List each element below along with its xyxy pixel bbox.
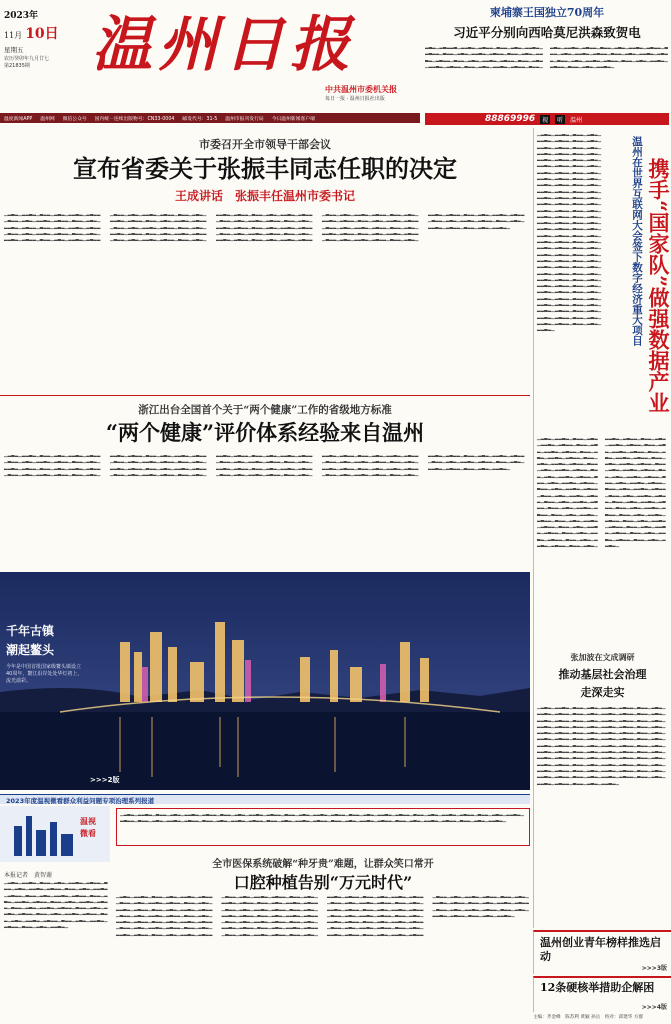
series-label: 2023年度温视微看群众利益问题专项治理系列报道 [6,797,155,804]
nav-item-web[interactable]: 温州网 [40,116,55,122]
lead-subhead: 王成讲话 张振丰任温州市委书记 [174,189,355,203]
hotline-strip [425,113,669,125]
issue-number: 第21835期 [4,63,30,69]
promo-startup-title: 温州创业青年榜样推选启动 [540,936,661,963]
right-column-story [533,128,671,648]
dental-body: ▁▂▃▂▁▂▂▃▂▁▃▂▂▁▂▃▂▁▂▂▃▂▁▂▃▂▂▁▃▂▂▁▂▃▂▁▂▂▃▂▁▂▃▂▂▁▃▂▂▁▂▃▂▁▂▂▃▂▁▂▃▂▂▁▃▂▂▁▂▃▂▁▂▂▃▂▁▂▃▂▂▁▃▂▂▁▂▃▂▁▂▂▃▂▁▂▃▂▂▁▃▂▂▁▂▃▂▁▂▂▃▂▁▂▃▂▂▁▃▂▂▁▂▃▂▁▂▂▃▂▁▂▃▂▂▁▃▂▂▁▂▃▂▁▂▂▃▂▁▂▃▂▂▁▃▂▂▁▂▃▂▁▂▂▃▂▁▂▃▂▂▁▃▂▂▁▂▃▂▁▂▂▃▂▁▂▃▂▂▁▃▂▂▁▂▃▂▁▂▂▃▂▁▂▃▂▂▁▃▂▂▁▂▃▂▁▂▂▃▂▁▂▃▂▂▁▃▂▂▁▂▃▂▁▂▂▃▂▁▂▃▂▂▁▃▂▂▁▂▃▂▁▂▂▃▂▁▂▃▂▂▁▃▂▂▁▂▃▂▁▂▂▃▂▁▂▃▂▂▁▃▂▂▁▂▃▂▁▂▂▃▂▁▂▃▂▂▁▃▂▂▁▂▃▂▁▂▂▃▂▁▂▃▂▂▁▃▂▂▁▂▃▂▁▂▂▃▂▁▂▃▂▂▁▃▂▂▁▂▃▂▁▂▂▃▂▁▂▃▂▂▁▃▂▂▁▂▃▂▁▂▂▃▂▁▂▃▂▂▁▃▂▂▁▂▃▂▁▂▂▃▂▁▂▃▂▂▁▃▂▂▁▂▃▂▁▂▂▃▂▁▂▃▂▂▁▃▂▂▁▂▃▂▁▂▂▃▂▁▂▃▂▂▁▃▂▂▁▂▃▂▁▂▂▃▂▁▂▃▂▂▁▃▂▂▁▂▃▂▁▂▂▃▂▁▂▃▂▂▁▃▂▂▁▂▃▂▁▂▂▃▂▁▂▃▂▂▁▃▂▂▁▂▃▂▁▂▂▃▂▁▂▃▂▂▁▃▂▂▁▂▃▂▁▂▂▃▂▁▂▃▂▂▁▃▂▂▁▂▃▂▁▂▂▃▂▁▂▃▂▂▁▃▂▂▁▂▃▂▁▂▂▃▂▁▂▃▂▂▁▃▂▂▁▂▃▂▁▂▂▃▂▁▂▃▂▂▁▃▂▂▁▂▃▂▁▂▂▃▂▁▂▃▂▂▁▃▂▂▁▂▃▂▁▂▂▃▂▁▂▃▂▂▁▃▂▂▁▂▃▂▁▂▂▃▂▁▂▃▂▂▁▃▂▂▁▂▃▂▁▂▂▃▂▁▂▃▂▂▁▃▂▂▁▂▃▂▁▂▂▃▂▁▂▃▂▂▁▃▂▂▁▂▃▂▁▂▂▃▂▁ [116,894,530,937]
nav-item-dist: 温州市报刊发行局 [225,116,264,122]
lead-body: ▁▂▃▂▁▂▂▃▂▁▃▂▂▁▂▃▂▁▂▂▃▂▁▂▃▂▂▁▃▂▂▁▂▃▂▁▂▂▃▂▁▂▃▂▂▁▃▂▂▁▂▃▂▁▂▂▃▂▁▂▃▂▂▁▃▂▂▁▂▃▂▁▂▂▃▂▁▂▃▂▂▁▃▂▂▁▂▃▂▁▂▂▃▂▁▂▃▂▂▁▃▂▂▁▂▃▂▁▂▂▃▂▁▂▃▂▂▁▃▂▂▁▂▃▂▁▂▂▃▂▁▂▃▂▂▁▃▂▂▁▂▃▂▁▂▂▃▂▁▂▃▂▂▁▃▂▂▁▂▃▂▁▂▂▃▂▁▂▃▂▂▁▃▂▂▁▂▃▂▁▂▂▃▂▁▂▃▂▂▁▃▂▂▁▂▃▂▁▂▂▃▂▁▂▃▂▂▁▃▂▂▁▂▃▂▁▂▂▃▂▁▂▃▂▂▁▃▂▂▁▂▃▂▁▂▂▃▂▁▂▃▂▂▁▃▂▂▁▂▃▂▁▂▂▃▂▁▂▃▂▂▁▃▂▂▁▂▃▂▁▂▂▃▂▁▂▃▂▂▁▃▂▂▁▂▃▂▁▂▂▃▂▁▂▃▂▂▁▃▂▂▁▂▃▂▁▂▂▃▂▁▂▃▂▂▁▃▂▂▁▂▃▂▁▂▂▃▂▁▂▃▂▂▁▃▂▂▁▂▃▂▁▂▂▃▂▁▂▃▂▂▁▃▂▂▁▂▃▂▁▂▂▃▂▁▂▃▂▂▁▃▂▂▁▂▃▂▁▂▂▃▂▁▂▃▂▂▁▃▂▂▁▂▃▂▁▂▂▃▂▁▂▃▂▂▁▃▂▂▁▂▃▂▁▂▂▃▂▁▂▃▂▂▁▃▂▂▁▂▃▂▁▂▂▃▂▁▂▃▂▂▁▃▂▂▁▂▃▂▁▂▂▃▂▁▂▃▂▂▁▃▂▂▁▂▃▂▁▂▂▃▂▁▂▃▂▂▁▃▂▂▁▂▃▂▁▂▂▃▂▁▂▃▂▂▁▃▂▂▁▂▃▂▁▂▂▃▂▁▂▃▂▂▁▃▂▂▁▂▃▂▁▂▂▃▂▁▂▃▂▂▁▃▂▂▁▂▃▂▁▂▂▃▂▁▂▃▂▂▁▃▂▂▁▂▃▂▁▂▂▃▂▁▂▃▂▂▁▃▂▂▁▂▃▂▁▂▂▃▂▁▂▃▂▂▁▃▂▂▁▂▃▂▁▂▂▃▂▁▂▃▂▂▁▃▂▂▁▂▃▂▁▂▂▃▂▁ [4,212,525,243]
hotline-tag-1: 视 [542,116,549,124]
nav-item-cn: 国内统一连续出版物号：CN33-0004 [94,116,175,122]
health-body: ▁▂▃▂▁▂▂▃▂▁▃▂▂▁▂▃▂▁▂▂▃▂▁▂▃▂▂▁▃▂▂▁▂▃▂▁▂▂▃▂▁▂▃▂▂▁▃▂▂▁▂▃▂▁▂▂▃▂▁▂▃▂▂▁▃▂▂▁▂▃▂▁▂▂▃▂▁▂▃▂▂▁▃▂▂▁▂▃▂▁▂▂▃▂▁▂▃▂▂▁▃▂▂▁▂▃▂▁▂▂▃▂▁▂▃▂▂▁▃▂▂▁▂▃▂▁▂▂▃▂▁▂▃▂▂▁▃▂▂▁▂▃▂▁▂▂▃▂▁▂▃▂▂▁▃▂▂▁▂▃▂▁▂▂▃▂▁▂▃▂▂▁▃▂▂▁▂▃▂▁▂▂▃▂▁▂▃▂▂▁▃▂▂▁▂▃▂▁▂▂▃▂▁▂▃▂▂▁▃▂▂▁▂▃▂▁▂▂▃▂▁▂▃▂▂▁▃▂▂▁▂▃▂▁▂▂▃▂▁▂▃▂▂▁▃▂▂▁▂▃▂▁▂▂▃▂▁▂▃▂▂▁▃▂▂▁▂▃▂▁▂▂▃▂▁▂▃▂▂▁▃▂▂▁▂▃▂▁▂▂▃▂▁▂▃▂▂▁▃▂▂▁▂▃▂▁▂▂▃▂▁▂▃▂▂▁▃▂▂▁▂▃▂▁▂▂▃▂▁▂▃▂▂▁▃▂▂▁▂▃▂▁▂▂▃▂▁▂▃▂▂▁▃▂▂▁▂▃▂▁▂▂▃▂▁▂▃▂▂▁▃▂▂▁▂▃▂▁▂▂▃▂▁▂▃▂▂▁▃▂▂▁▂▃▂▁▂▂▃▂▁▂▃▂▂▁▃▂▂▁▂▃▂▁▂▂▃▂▁▂▃▂▂▁▃▂▂▁▂▃▂▁▂▂▃▂▁▂▃▂▂▁▃▂▂▁▂▃▂▁▂▂▃▂▁▂▃▂▂▁▃▂▂▁▂▃▂▁▂▂▃▂▁▂▃▂▂▁▃▂▂▁▂▃▂▁▂▂▃▂▁▂▃▂▂▁▃▂▂▁▂▃▂▁▂▂▃▂▁ [4,453,525,477]
middle-right-story [533,648,671,928]
dental-story [0,850,530,1022]
month: 11月 [4,31,23,40]
lead-kicker: 市委召开全市领导干部会议 [199,138,331,151]
nav-item-app[interactable]: 温度新闻APP [4,116,33,122]
health-kicker: 浙江出台全国首个关于“两个健康”工作的省级地方标准 [138,404,392,416]
promo-business-more[interactable]: >>>4版 [641,1004,667,1011]
hotline-number[interactable]: 88869996 [485,114,536,124]
rule-lead [0,395,530,396]
promo-business[interactable] [533,976,671,1012]
hotline-tag-3: 温州 [570,116,583,124]
logo-char-1: 温 [92,10,152,80]
night-photo [0,572,530,790]
logo-char-3: 日 [224,10,284,80]
right-body-top: ▁▂▃▂▁▂▂▃▂▁▃▂▂▁▂▃▂▁▂▂▃▂▁▂▃▂▂▁▃▂▂▁▂▃▂▁▂▂▃▂▁▂▃▂▂▁▃▂▂▁▂▃▂▁▂▂▃▂▁▂▃▂▂▁▃▂▂▁▂▃▂▁▂▂▃▂▁▂▃▂▂▁▃▂▂▁▂▃▂▁▂▂▃▂▁▂▃▂▂▁▃▂▂▁▂▃▂▁▂▂▃▂▁▂▃▂▂▁▃▂▂▁▂▃▂▁▂▂▃▂▁▂▃▂▂▁▃▂▂▁▂▃▂▁▂▂▃▂▁▂▃▂▂▁▃▂▂▁▂▃▂▁▂▂▃▂▁▂▃▂▂▁▃▂▂▁▂▃▂▁▂▂▃▂▁▂▃▂▂▁▃▂▂▁▂▃▂▁▂▂▃▂▁▂▃▂▂▁▃▂▂▁▂▃▂▁▂▂▃▂▁▂▃▂▂▁▃▂▂▁▂▃▂▁▂▂▃▂▁▂▃▂▂▁▃▂▂▁▂▃▂▁▂▂▃▂▁▂▃▂▂▁▃▂▂▁▂▃▂▁▂▂▃▂▁▂▃▂▂▁▃▂▂▁▂▃▂▁▂▂▃▂▁▂▃▂▂▁▃▂▂▁▂▃▂▁▂▂▃▂▁▂▃▂▂▁▃▂▂▁▂▃▂▁▂▂▃▂▁▂▃▂▂▁▃▂▂▁▂▃▂▁▂▂▃▂▁▂▃▂▂▁▃▂▂▁▂▃▂▁▂▂▃▂▁▂▃▂▂▁▃▂▂▁▂▃▂▁▂▂▃▂▁▂▃▂▂▁▃▂▂▁▂▃▂▁▂▂▃▂▁▂▃▂▂▁▃▂▂▁▂▃▂▁▂▂▃▂▁▂▃▂▂▁▃▂▂▁▂▃▂▁▂▂▃▂▁▂▃▂▂▁▃▂▂▁▂▃▂▁▂▂▃▂▁▂▃▂▂▁▃▂▂▁▂▃▂▁▂▂▃▂▁▂▃▂▂▁▃▂▂▁▂▃▂▁▂▂▃▂▁▂▃▂▂▁▃▂▂▁▂▃▂▁▂▂▃▂▁▂▃▂▂▁▃▂▂▁▂▃▂▁▂▂▃▂▁▂▃▂▂▁▃▂▂▁▂▃▂▁▂▂▃▂▁▂▃▂▂▁▃▂▂▁▂▃▂▁▂▂▃▂▁ [537,132,602,333]
promo-startup[interactable] [533,930,671,974]
photo-caption-box [6,622,86,685]
middle-right-body: ▁▂▃▂▁▂▂▃▂▁▃▂▂▁▂▃▂▁▂▂▃▂▁▂▃▂▂▁▃▂▂▁▂▃▂▁▂▂▃▂▁▂▃▂▂▁▃▂▂▁▂▃▂▁▂▂▃▂▁▂▃▂▂▁▃▂▂▁▂▃▂▁▂▂▃▂▁▂▃▂▂▁▃▂▂▁▂▃▂▁▂▂▃▂▁▂▃▂▂▁▃▂▂▁▂▃▂▁▂▂▃▂▁▂▃▂▂▁▃▂▂▁▂▃▂▁▂▂▃▂▁▂▃▂▂▁▃▂▂▁▂▃▂▁▂▂▃▂▁▂▃▂▂▁▃▂▂▁▂▃▂▁▂▂▃▂▁▂▃▂▂▁▃▂▂▁▂▃▂▁▂▂▃▂▁▂▃▂▂▁▃▂▂▁▂▃▂▁▂▂▃▂▁▂▃▂▂▁▃▂▂▁▂▃▂▁▂▂▃▂▁▂▃▂▂▁▃▂▂▁▂▃▂▁▂▂▃▂▁▂▃▂▂▁▃▂▂▁▂▃▂▁▂▂▃▂▁▂▃▂▂▁▃▂▂▁▂▃▂▁▂▂▃▂▁▂▃▂▂▁▃▂▂▁▂▃▂▁▂▂▃▂▁▂▃▂▂▁▃▂▂▁▂▃▂▁▂▂▃▂▁▂▃▂▂▁▃▂▂▁▂▃▂▁▂▂▃▂▁▂▃▂▂▁▃▂▂▁▂▃▂▁▂▂▃▂▁▂▃▂▂▁▃▂▂▁▂▃▂▁▂▂▃▂▁▂▃▂▂▁▃▂▂▁▂▃▂▁▂▂▃▂▁▂▃▂▂▁▃▂▂▁▂▃▂▁▂▂▃▂▁▂▃▂▂▁▃▂▂▁▂▃▂▁▂▂▃▂▁▂▃▂▂▁▃▂▂▁▂▃▂▁▂▂▃▂▁▂▃▂▂▁▃▂▂▁▂▃▂▁▂▂▃▂▁ [537,705,666,786]
health-headline: “两个健康”评价体系经验来自温州 [105,420,425,445]
top-right-body: ▂▃▂▁▂▃▂▂▃▁▂▂▃▂▁▂▃▂▂▁▃▂▂▁▂▃▂▁▂▂▃▂▁▂▃▂▂▁▃▂▂▁▂▃▂▁▂▂▃▂▁▂▃▂▂▁▃▂▂▁▂▃▂▁▂▂▃▂▁▂▃▂▂▁▃▂▂▁▂▃▂▁▂▂▃▂▁▂▃▂▂▁▃▂▂▁▂▃▂▁▂▂▃▂▁▂▃▂▂▁▃▂▂▁▂▃▂▁▂▂▃▂▁▂▃▂▂▁▃▂▂▁▂▃▂▁▂▂▃▂▁▂▃▂▂▁▃▂▂▁▂▃▂▁▂▂▃▂▁▂▃▂▂▁▃▂▂▁▂▃▂▁▂▂▃▂▁▂▃▂▂▁▃▂▂▁▂▃▂▁▂▂▃▂▁▂▃▂▂▁▃▂▂▁▂▃▂▁▂▂▃▂▁▂▃▂▂▁▃▂▂▁▂▃▂▁▂▂▃▂▁▂▃▂▂▁▃▂▂▁▂▃▂▁▂▂▃▂▁ [425,45,669,69]
promo-startup-more[interactable]: >>>3版 [641,965,667,972]
series-logo-tag-b: 微看 [80,829,96,838]
series-quote-body: ▁▂▃▂▁▂▂▃▂▁▃▂▂▁▂▃▂▁▂▂▃▂▁▂▃▂▂▁▃▂▂▁▂▃▂▁▂▂▃▂▁▂▃▂▂▁▃▂▂▁▂▃▂▁▂▂▃▂▁▂▃▂▂▁▃▂▂▁▂▃▂▁▂▂▃▂▁▂▃▂▂▁▃▂▂▁▂▃▂▁▂▂▃▂▁▂▃▂▂▁▃▂▂▁▂▃▂▁▂▂▃▂▁▂▃▂▂▁▃▂▂▁▂▃▂▁▂▂▃▂▁▂▃▂▂▁▃▂▂▁▂▃▂▁▂▂▃▂▁▂▃▂▂▁▃▂▂▁▂▃▂▁▂▂▃▂▁▂▃▂▂▁▃▂▂▁▂▃▂▁▂▂▃▂▁▂▃▂▂▁▃▂▂▁▂▃▂▁▂▂▃▂▁▂▃▂▂▁▃▂▂▁▂▃▂▁▂▂▃▂▁ [120,812,525,824]
series-quote [116,808,530,846]
masthead-small: 每日一报 · 温州日报社出版 [325,96,385,102]
series-logo-tag-a: 温视 [80,817,96,826]
photo-caption: 今年是中国首批国家级鳌头镇设立40周年，鳌江沿岸处处华灯初上，流光溢彩。 [6,664,83,684]
weekday: 星期五 [4,46,24,54]
right-story-headline: 携手“国家队”做强数据产业 [646,158,671,414]
photo-title: 千年古镇 [6,624,55,638]
middle-right-headline: 推动基层社会治理 [558,668,647,681]
date-block [4,8,74,70]
hotline-tag-2: 听 [557,116,564,124]
dental-byline: 本报记者 黄智谢 [4,872,53,879]
top-right-story [425,4,669,112]
dental-body-left: ▁▂▃▂▁▂▂▃▂▁▃▂▂▁▂▃▂▁▂▂▃▂▁▂▃▂▂▁▃▂▂▁▂▃▂▁▂▂▃▂▁▂▃▂▂▁▃▂▂▁▂▃▂▁▂▂▃▂▁▂▃▂▂▁▃▂▂▁▂▃▂▁▂▂▃▂▁▂▃▂▂▁▃▂▂▁▂▃▂▁▂▂▃▂▁▂▃▂▂▁▃▂▂▁▂▃▂▁▂▂▃▂▁▂▃▂▂▁▃▂▂▁▂▃▂▁▂▂▃▂▁▂▃▂▂▁▃▂▂▁▂▃▂▁▂▂▃▂▁▂▃▂▂▁▃▂▂▁▂▃▂▁▂▂▃▂▁▂▃▂▂▁▃▂▂▁▂▃▂▁▂▂▃▂▁▂▃▂▂▁▃▂▂▁▂▃▂▁▂▂▃▂▁▂▃▂▂▁▃▂▂▁▂▃▂▁▂▂▃▂▁ [4,880,108,930]
top-right-headline: 习近平分别向西哈莫尼洪森致贺电 [453,25,641,40]
lead-headline: 宣布省委关于张振丰同志任职的决定 [73,154,457,183]
middle-right-kicker: 张加波在文成调研 [570,652,635,662]
lead-story [0,130,530,395]
top-right-kicker: 柬埔寨王国独立70周年 [489,6,605,19]
health-story [0,398,530,568]
dental-headline: 口腔种植告别“万元时代” [233,873,413,892]
promo-business-title: 12条硬核举措助企解困 [540,981,655,994]
footer-credits: 主编：齐金峰 陈苏利 黄颖 孙岳 校对：邱建华 方群 [533,1015,644,1020]
logo-char-2: 州 [158,10,218,80]
day: 10日 [25,26,59,42]
masthead-subtitle: 中共温州市委机关报 [325,85,397,94]
dental-kicker: 全市医保系统破解“种牙贵”难题，让群众笑口常开 [212,859,434,870]
masthead [0,0,420,118]
right-body-bottom: ▁▂▃▂▁▂▂▃▂▁▃▂▂▁▂▃▂▁▂▂▃▂▁▂▃▂▂▁▃▂▂▁▂▃▂▁▂▂▃▂▁▂▃▂▂▁▃▂▂▁▂▃▂▁▂▂▃▂▁▂▃▂▂▁▃▂▂▁▂▃▂▁▂▂▃▂▁▂▃▂▂▁▃▂▂▁▂▃▂▁▂▂▃▂▁▂▃▂▂▁▃▂▂▁▂▃▂▁▂▂▃▂▁▂▃▂▂▁▃▂▂▁▂▃▂▁▂▂▃▂▁▂▃▂▂▁▃▂▂▁▂▃▂▁▂▂▃▂▁▂▃▂▂▁▃▂▂▁▂▃▂▁▂▂▃▂▁▂▃▂▂▁▃▂▂▁▂▃▂▁▂▂▃▂▁▂▃▂▂▁▃▂▂▁▂▃▂▁▂▂▃▂▁▂▃▂▂▁▃▂▂▁▂▃▂▁▂▂▃▂▁▂▃▂▂▁▃▂▂▁▂▃▂▁▂▂▃▂▁▂▃▂▂▁▃▂▂▁▂▃▂▁▂▂▃▂▁▂▃▂▂▁▃▂▂▁▂▃▂▁▂▂▃▂▁▂▃▂▂▁▃▂▂▁▂▃▂▁▂▂▃▂▁▂▃▂▂▁▃▂▂▁▂▃▂▁▂▂▃▂▁▂▃▂▂▁▃▂▂▁▂▃▂▁▂▂▃▂▁▂▃▂▂▁▃▂▂▁▂▃▂▁▂▂▃▂▁▂▃▂▂▁▃▂▂▁▂▃▂▁▂▂▃▂▁▂▃▂▂▁▃▂▂▁▂▃▂▁▂▂▃▂▁▂▃▂▂▁▃▂▂▁▂▃▂▁▂▂▃▂▁▂▃▂▂▁▃▂▂▁▂▃▂▁▂▂▃▂▁▂▃▂▂▁▃▂▂▁▂▃▂▁▂▂▃▂▁▂▃▂▂▁▃▂▂▁▂▃▂▁▂▂▃▂▁▂▃▂▂▁▃▂▂▁▂▃▂▁▂▂▃▂▁▂▃▂▂▁▃▂▂▁▂▃▂▁▂▂▃▂▁▂▃▂▂▁▃▂▂▁▂▃▂▁▂▂▃▂▁▂▃▂▂▁▃▂▂▁▂▃▂▁▂▂▃▂▁▂▃▂▂▁▃▂▂▁▂▃▂▁▂▂▃▂▁▂▃▂▂▁▃▂▂▁▂▃▂▁▂▂▃▂▁▂▃▂▂▁▃▂▂▁▂▃▂▁▂▂▃▂▁▂▃▂▂▁▃▂▂▁▂▃▂▁▂▂▃▂▁ [537,436,666,549]
nav-item-client[interactable]: 今日温州新闻客户端 [271,116,315,122]
lunar-date: 农历癸卯年九月廿七 [4,56,50,62]
middle-right-headline-2: 走深走实 [580,686,625,699]
page-footer [533,1014,671,1024]
right-story-side-label: 温州在世界互联网大会签下数字经济重大项目 [631,136,643,346]
year: 2023年 [4,11,39,21]
photo-more-link[interactable]: >>>2版 [90,776,120,784]
nav-item-post: 邮发代号：31-5 [182,116,218,122]
logo-char-4: 报 [290,10,350,80]
photo-title-2: 潮起鳌头 [6,643,55,657]
nav-item-wechat[interactable]: 微信公众号 [62,116,87,122]
newspaper-logo [92,10,350,80]
nav-strip [0,113,420,123]
series-banner [0,794,530,804]
